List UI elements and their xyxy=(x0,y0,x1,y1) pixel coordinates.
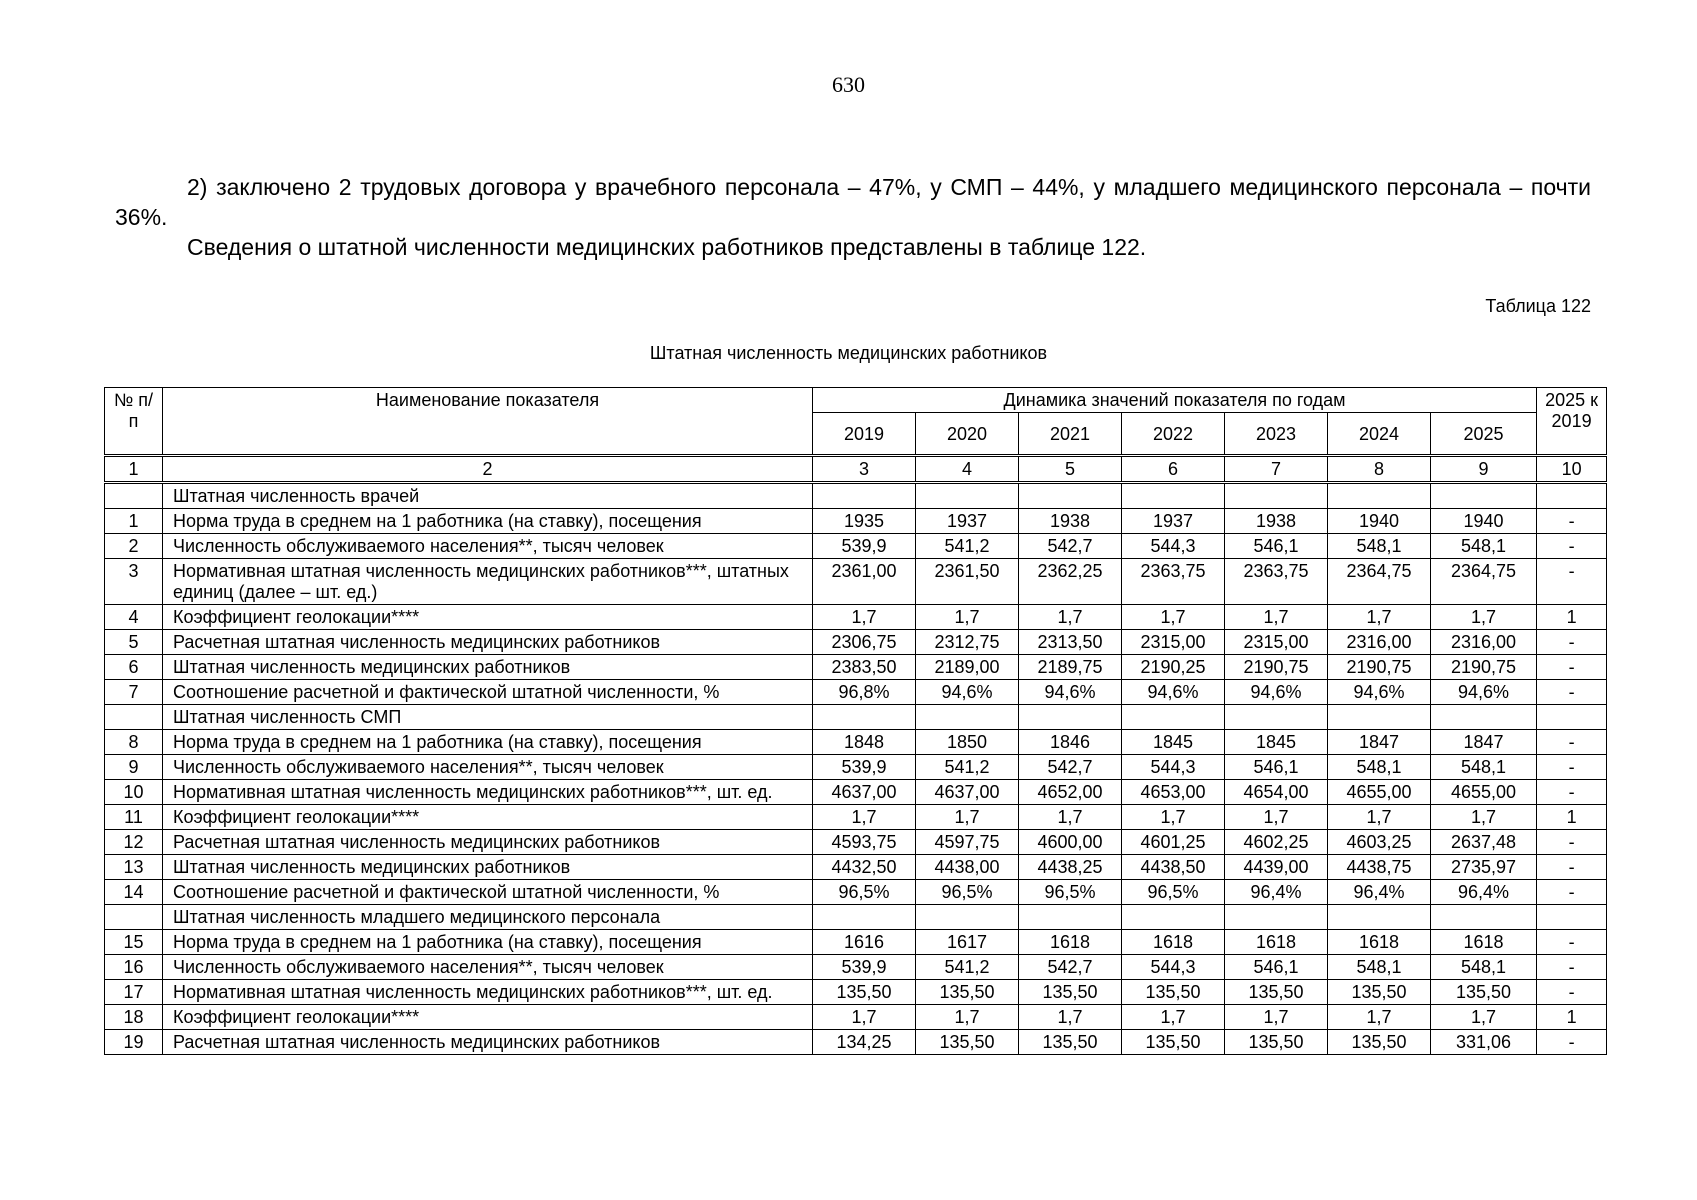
year-value: 1845 xyxy=(1122,730,1225,755)
year-value: 96,4% xyxy=(1328,880,1431,905)
year-value: 96,4% xyxy=(1225,880,1328,905)
table-row xyxy=(105,855,1607,880)
year-value: 1938 xyxy=(1225,509,1328,534)
table-row xyxy=(105,630,1607,655)
year-value: 135,50 xyxy=(1225,980,1328,1005)
column-number: 9 xyxy=(1431,456,1537,483)
year-value xyxy=(1431,905,1537,930)
header-dynamics: Динамика значений показателя по годам xyxy=(813,388,1537,413)
year-value: 1940 xyxy=(1431,509,1537,534)
year-value xyxy=(1019,705,1122,730)
year-value: 1,7 xyxy=(1225,605,1328,630)
row-number: 3 xyxy=(105,559,163,605)
table-row xyxy=(105,830,1607,855)
header-ratio: 2025 к 2019 xyxy=(1537,388,1607,456)
year-value: 1,7 xyxy=(1019,805,1122,830)
year-value: 94,6% xyxy=(1328,680,1431,705)
ratio-value: - xyxy=(1537,880,1607,905)
year-value: 539,9 xyxy=(813,755,916,780)
indicator-name: Расчетная штатная численность медицинских работников xyxy=(163,1030,813,1055)
row-number: 14 xyxy=(105,880,163,905)
year-value: 541,2 xyxy=(916,955,1019,980)
table-row xyxy=(105,680,1607,705)
year-value xyxy=(1328,705,1431,730)
ratio-value: - xyxy=(1537,780,1607,805)
year-value: 1,7 xyxy=(1019,1005,1122,1030)
ratio-value: - xyxy=(1537,1030,1607,1055)
indicator-name: Расчетная штатная численность медицинских работников xyxy=(163,630,813,655)
indicator-name: Нормативная штатная численность медицинских работников***, штатных единиц (далее – шт. ед.) xyxy=(163,559,813,605)
column-number: 5 xyxy=(1019,456,1122,483)
column-number: 8 xyxy=(1328,456,1431,483)
ratio-value: - xyxy=(1537,509,1607,534)
header-year: 2022 xyxy=(1122,413,1225,456)
year-value: 4655,00 xyxy=(1431,780,1537,805)
year-value: 2313,50 xyxy=(1019,630,1122,655)
year-value: 135,50 xyxy=(1431,980,1537,1005)
year-value: 2315,00 xyxy=(1122,630,1225,655)
year-value: 4438,75 xyxy=(1328,855,1431,880)
table-label: Таблица 122 xyxy=(1485,296,1591,316)
ratio-value: - xyxy=(1537,630,1607,655)
year-value: 4637,00 xyxy=(916,780,1019,805)
year-value: 539,9 xyxy=(813,955,916,980)
row-number: 12 xyxy=(105,830,163,855)
indicator-name: Норма труда в среднем на 1 работника (на ставку), посещения xyxy=(163,730,813,755)
year-value: 548,1 xyxy=(1431,955,1537,980)
year-value: 1618 xyxy=(1431,930,1537,955)
year-value: 546,1 xyxy=(1225,534,1328,559)
paragraph: Сведения о штатной численности медицинских работников представлены в таблице 122. xyxy=(187,234,1147,260)
row-number: 9 xyxy=(105,755,163,780)
year-value: 542,7 xyxy=(1019,955,1122,980)
indicator-name: Численность обслуживаемого населения**, тысяч человек xyxy=(163,534,813,559)
column-numbers-row xyxy=(105,456,1607,483)
year-value: 1,7 xyxy=(916,605,1019,630)
year-value xyxy=(1431,705,1537,730)
year-value: 4655,00 xyxy=(1328,780,1431,805)
header-name: Наименование показателя xyxy=(163,388,813,456)
year-value: 1935 xyxy=(813,509,916,534)
header-year: 2025 xyxy=(1431,413,1537,456)
year-value: 1937 xyxy=(916,509,1019,534)
row-number: 1 xyxy=(105,509,163,534)
year-value: 4603,25 xyxy=(1328,830,1431,855)
year-value: 94,6% xyxy=(1225,680,1328,705)
row-number: 2 xyxy=(105,534,163,559)
year-value: 1850 xyxy=(916,730,1019,755)
column-number: 3 xyxy=(813,456,916,483)
header-num: № п/п xyxy=(105,388,163,456)
year-value: 2316,00 xyxy=(1328,630,1431,655)
year-value: 2190,25 xyxy=(1122,655,1225,680)
ratio-value: - xyxy=(1537,755,1607,780)
indicator-name: Нормативная штатная численность медицинских работников***, шт. ед. xyxy=(163,780,813,805)
row-number xyxy=(105,905,163,930)
year-value: 546,1 xyxy=(1225,955,1328,980)
year-value: 1618 xyxy=(1019,930,1122,955)
year-value: 2190,75 xyxy=(1225,655,1328,680)
section-row xyxy=(105,483,1607,509)
year-value: 1848 xyxy=(813,730,916,755)
year-value: 2637,48 xyxy=(1431,830,1537,855)
year-value: 94,6% xyxy=(1122,680,1225,705)
indicator-name: Численность обслуживаемого населения**, тысяч человек xyxy=(163,955,813,980)
year-value: 1847 xyxy=(1431,730,1537,755)
year-value: 4438,00 xyxy=(916,855,1019,880)
year-value: 1,7 xyxy=(1122,605,1225,630)
row-number: 13 xyxy=(105,855,163,880)
indicator-name: Норма труда в среднем на 1 работника (на ставку), посещения xyxy=(163,930,813,955)
row-number: 19 xyxy=(105,1030,163,1055)
table-row xyxy=(105,755,1607,780)
ratio-value: - xyxy=(1537,930,1607,955)
year-value: 1,7 xyxy=(1225,1005,1328,1030)
table-header-row xyxy=(105,388,1607,413)
ratio-value: - xyxy=(1537,559,1607,605)
year-value: 134,25 xyxy=(813,1030,916,1055)
ratio-value: - xyxy=(1537,980,1607,1005)
year-value: 2306,75 xyxy=(813,630,916,655)
year-value: 4593,75 xyxy=(813,830,916,855)
table-row xyxy=(105,930,1607,955)
year-value xyxy=(1019,483,1122,509)
year-value xyxy=(1328,483,1431,509)
table-row xyxy=(105,880,1607,905)
year-value xyxy=(1122,905,1225,930)
header-year: 2019 xyxy=(813,413,916,456)
year-value: 1,7 xyxy=(1225,805,1328,830)
year-value: 4438,50 xyxy=(1122,855,1225,880)
section-row xyxy=(105,905,1607,930)
table-title: Штатная численность медицинских работников xyxy=(649,343,1048,363)
year-value: 1,7 xyxy=(1328,805,1431,830)
year-value xyxy=(1225,905,1328,930)
table-row xyxy=(105,780,1607,805)
year-value: 1,7 xyxy=(813,1005,916,1030)
year-value: 331,06 xyxy=(1431,1030,1537,1055)
year-value: 96,5% xyxy=(813,880,916,905)
year-value: 135,50 xyxy=(1122,1030,1225,1055)
header-year: 2021 xyxy=(1019,413,1122,456)
year-value xyxy=(916,905,1019,930)
year-value: 94,6% xyxy=(916,680,1019,705)
ratio-value xyxy=(1537,905,1607,930)
indicator-name: Соотношение расчетной и фактической штатной численности, % xyxy=(163,880,813,905)
year-value: 135,50 xyxy=(916,1030,1019,1055)
year-value: 4432,50 xyxy=(813,855,916,880)
year-value: 135,50 xyxy=(1328,980,1431,1005)
row-number: 18 xyxy=(105,1005,163,1030)
year-value xyxy=(916,705,1019,730)
ratio-value: - xyxy=(1537,955,1607,980)
year-value: 541,2 xyxy=(916,755,1019,780)
year-value: 2363,75 xyxy=(1225,559,1328,605)
year-value: 1,7 xyxy=(813,805,916,830)
section-row xyxy=(105,705,1607,730)
year-value: 1617 xyxy=(916,930,1019,955)
indicator-name: Коэффициент геолокации**** xyxy=(163,805,813,830)
indicator-name: Соотношение расчетной и фактической штатной численности, % xyxy=(163,680,813,705)
row-number xyxy=(105,705,163,730)
year-value: 1847 xyxy=(1328,730,1431,755)
year-value xyxy=(1328,905,1431,930)
year-value: 135,50 xyxy=(1122,980,1225,1005)
indicator-name: Коэффициент геолокации**** xyxy=(163,1005,813,1030)
year-value: 2364,75 xyxy=(1431,559,1537,605)
body-text xyxy=(115,172,1591,262)
section-title: Штатная численность врачей xyxy=(163,483,813,509)
year-value: 96,5% xyxy=(1019,880,1122,905)
ratio-value: 1 xyxy=(1537,805,1607,830)
year-value: 135,50 xyxy=(916,980,1019,1005)
year-value: 1616 xyxy=(813,930,916,955)
year-value: 2189,00 xyxy=(916,655,1019,680)
ratio-value: - xyxy=(1537,855,1607,880)
table-row xyxy=(105,955,1607,980)
year-value xyxy=(1122,705,1225,730)
row-number: 7 xyxy=(105,680,163,705)
header-year: 2024 xyxy=(1328,413,1431,456)
table-row xyxy=(105,730,1607,755)
year-value: 96,5% xyxy=(1122,880,1225,905)
year-value: 1,7 xyxy=(1122,805,1225,830)
year-value xyxy=(916,483,1019,509)
table-row xyxy=(105,605,1607,630)
year-value: 2190,75 xyxy=(1328,655,1431,680)
row-number: 6 xyxy=(105,655,163,680)
section-title: Штатная численность младшего медицинского персонала xyxy=(163,905,813,930)
year-value: 4652,00 xyxy=(1019,780,1122,805)
ratio-value: - xyxy=(1537,655,1607,680)
year-value: 539,9 xyxy=(813,534,916,559)
year-value: 548,1 xyxy=(1328,955,1431,980)
header-year: 2020 xyxy=(916,413,1019,456)
year-value: 548,1 xyxy=(1431,534,1537,559)
year-value: 2361,50 xyxy=(916,559,1019,605)
year-value: 4637,00 xyxy=(813,780,916,805)
year-value: 96,4% xyxy=(1431,880,1537,905)
column-number: 6 xyxy=(1122,456,1225,483)
indicator-name: Штатная численность медицинских работников xyxy=(163,855,813,880)
year-value: 1,7 xyxy=(1328,605,1431,630)
year-value: 2190,75 xyxy=(1431,655,1537,680)
year-value xyxy=(1122,483,1225,509)
paragraph: 2) заключено 2 трудовых договора у врачебного персонала – 47%, у СМП – 44%, у младшего медицинского персонала – почти 36%. xyxy=(115,174,1591,230)
indicator-name: Расчетная штатная численность медицинских работников xyxy=(163,830,813,855)
year-value: 96,8% xyxy=(813,680,916,705)
year-value: 94,6% xyxy=(1019,680,1122,705)
year-value: 135,50 xyxy=(1019,1030,1122,1055)
column-number: 1 xyxy=(105,456,163,483)
year-value: 2312,75 xyxy=(916,630,1019,655)
year-value: 542,7 xyxy=(1019,534,1122,559)
row-number: 8 xyxy=(105,730,163,755)
indicator-name: Численность обслуживаемого населения**, тысяч человек xyxy=(163,755,813,780)
table-row xyxy=(105,655,1607,680)
year-value xyxy=(1225,483,1328,509)
year-value: 4601,25 xyxy=(1122,830,1225,855)
column-number: 2 xyxy=(163,456,813,483)
year-value: 1938 xyxy=(1019,509,1122,534)
year-value: 4600,00 xyxy=(1019,830,1122,855)
year-value: 1618 xyxy=(1122,930,1225,955)
year-value: 2363,75 xyxy=(1122,559,1225,605)
row-number: 5 xyxy=(105,630,163,655)
year-value: 1618 xyxy=(1328,930,1431,955)
year-value: 544,3 xyxy=(1122,955,1225,980)
year-value: 4654,00 xyxy=(1225,780,1328,805)
year-value: 548,1 xyxy=(1431,755,1537,780)
year-value: 135,50 xyxy=(1019,980,1122,1005)
table-row xyxy=(105,1030,1607,1055)
column-number: 10 xyxy=(1537,456,1607,483)
table-row xyxy=(105,1005,1607,1030)
row-number xyxy=(105,483,163,509)
year-value: 1937 xyxy=(1122,509,1225,534)
year-value: 1940 xyxy=(1328,509,1431,534)
ratio-value: 1 xyxy=(1537,1005,1607,1030)
ratio-value: - xyxy=(1537,730,1607,755)
indicator-name: Штатная численность медицинских работников xyxy=(163,655,813,680)
year-value xyxy=(1431,483,1537,509)
year-value: 2364,75 xyxy=(1328,559,1431,605)
table-row xyxy=(105,534,1607,559)
year-value: 1618 xyxy=(1225,930,1328,955)
year-value xyxy=(813,905,916,930)
year-value: 1,7 xyxy=(1431,805,1537,830)
indicator-name: Нормативная штатная численность медицинских работников***, шт. ед. xyxy=(163,980,813,1005)
year-value: 4602,25 xyxy=(1225,830,1328,855)
year-value: 2316,00 xyxy=(1431,630,1537,655)
year-value: 2361,00 xyxy=(813,559,916,605)
row-number: 15 xyxy=(105,930,163,955)
year-value: 2189,75 xyxy=(1019,655,1122,680)
year-value: 94,6% xyxy=(1431,680,1537,705)
indicator-name: Норма труда в среднем на 1 работника (на ставку), посещения xyxy=(163,509,813,534)
page-number: 630 xyxy=(832,72,865,97)
table-row xyxy=(105,980,1607,1005)
indicator-name: Коэффициент геолокации**** xyxy=(163,605,813,630)
year-value: 1,7 xyxy=(916,1005,1019,1030)
year-value: 546,1 xyxy=(1225,755,1328,780)
column-number: 7 xyxy=(1225,456,1328,483)
year-value: 2735,97 xyxy=(1431,855,1537,880)
year-value: 1845 xyxy=(1225,730,1328,755)
ratio-value xyxy=(1537,483,1607,509)
year-value: 548,1 xyxy=(1328,755,1431,780)
year-value: 1,7 xyxy=(1431,1005,1537,1030)
year-value: 135,50 xyxy=(1328,1030,1431,1055)
year-value: 135,50 xyxy=(813,980,916,1005)
header-year: 2023 xyxy=(1225,413,1328,456)
row-number: 11 xyxy=(105,805,163,830)
year-value: 1,7 xyxy=(1431,605,1537,630)
year-value: 2315,00 xyxy=(1225,630,1328,655)
year-value: 1,7 xyxy=(813,605,916,630)
year-value: 1846 xyxy=(1019,730,1122,755)
year-value xyxy=(1019,905,1122,930)
year-value xyxy=(1225,705,1328,730)
year-value: 1,7 xyxy=(1019,605,1122,630)
section-title: Штатная численность СМП xyxy=(163,705,813,730)
year-value: 548,1 xyxy=(1328,534,1431,559)
year-value: 1,7 xyxy=(1328,1005,1431,1030)
table-row xyxy=(105,509,1607,534)
year-value: 135,50 xyxy=(1225,1030,1328,1055)
staff-table xyxy=(104,387,1607,1055)
year-value xyxy=(813,483,916,509)
row-number: 17 xyxy=(105,980,163,1005)
year-value: 1,7 xyxy=(916,805,1019,830)
year-value: 4439,00 xyxy=(1225,855,1328,880)
year-value: 2362,25 xyxy=(1019,559,1122,605)
year-value: 544,3 xyxy=(1122,755,1225,780)
year-value xyxy=(813,705,916,730)
year-value: 542,7 xyxy=(1019,755,1122,780)
table-row xyxy=(105,559,1607,605)
row-number: 16 xyxy=(105,955,163,980)
ratio-value: - xyxy=(1537,534,1607,559)
column-number: 4 xyxy=(916,456,1019,483)
year-value: 1,7 xyxy=(1122,1005,1225,1030)
ratio-value xyxy=(1537,705,1607,730)
row-number: 10 xyxy=(105,780,163,805)
ratio-value: 1 xyxy=(1537,605,1607,630)
ratio-value: - xyxy=(1537,830,1607,855)
year-value: 2383,50 xyxy=(813,655,916,680)
year-value: 541,2 xyxy=(916,534,1019,559)
year-value: 4597,75 xyxy=(916,830,1019,855)
ratio-value: - xyxy=(1537,680,1607,705)
year-value: 96,5% xyxy=(916,880,1019,905)
year-value: 4438,25 xyxy=(1019,855,1122,880)
row-number: 4 xyxy=(105,605,163,630)
year-value: 4653,00 xyxy=(1122,780,1225,805)
year-value: 544,3 xyxy=(1122,534,1225,559)
table-row xyxy=(105,805,1607,830)
